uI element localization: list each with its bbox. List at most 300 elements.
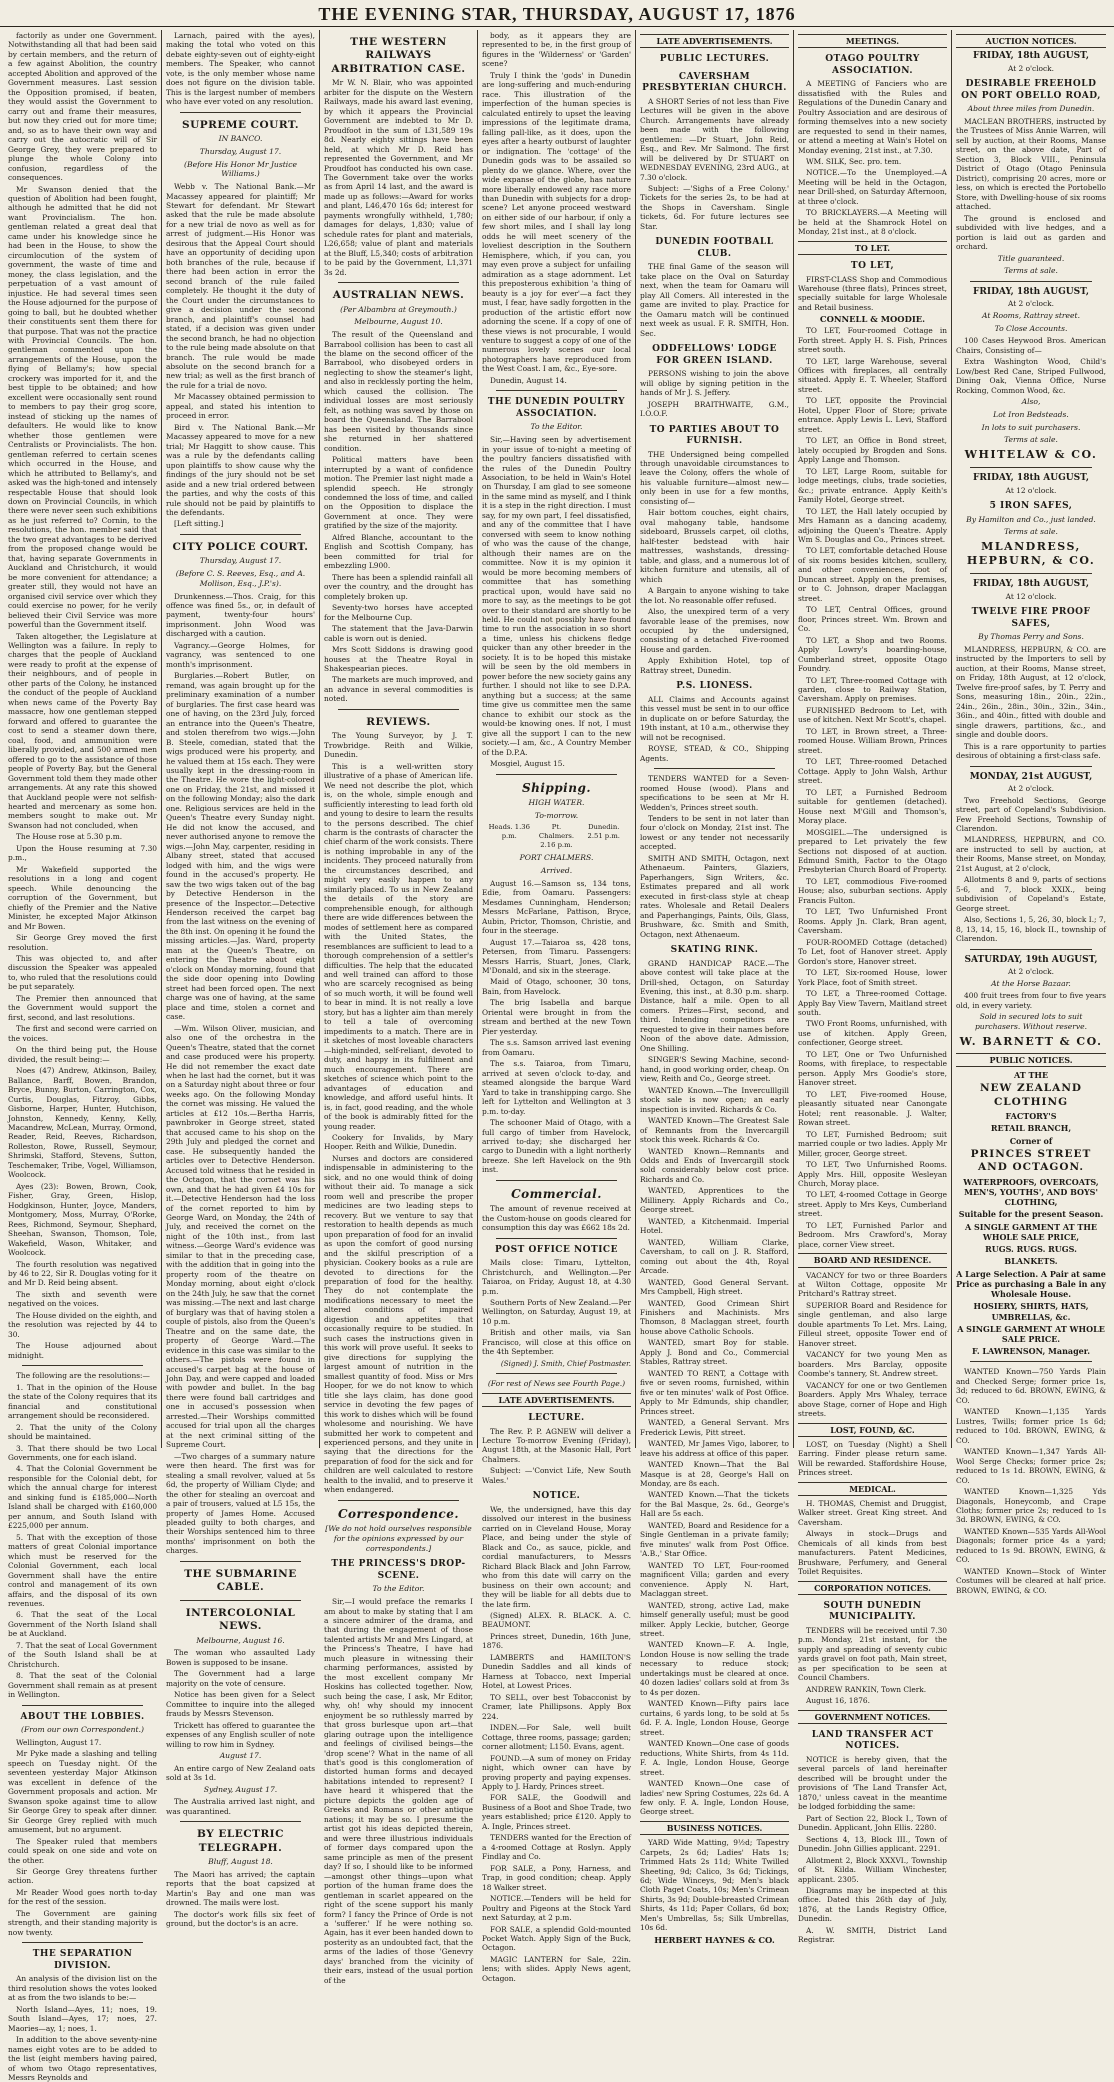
subheading: To the Editor. [530,422,583,432]
article-paragraph: TO LET, commodious Five-roomed House; also, suburban sections. Apply Francis Fulton. [798,876,947,905]
subheading: By Thomas Perry and Sons. [978,632,1084,642]
article-paragraph: The s.s. Taiaroa, from Timaru, arrived at seven o'clock to-day, and steamed alongside the barque Ward Yard to take in transhipping cargo. She left for Lyttelton and Wellington at 3 p.m. to-day. [482,1059,631,1116]
article-paragraph: TO LET, in Brown street, a Three-roomed House. William Brown, Princes street. [798,726,947,755]
article-paragraph: VACANCY for one or two Gentlemen Boarders. Apply Mrs Whaley, terrace above Stage, corner of Hope and High streets. [798,1380,947,1419]
article-paragraph: A Bargain to anyone wishing to take the lot. No reasonable offer refused. [640,586,789,605]
advertiser-name: CONNELL & MOODIE. [819,314,926,325]
advert-line: Corner of [1009,1135,1053,1146]
article-paragraph: Truly I think the 'gods' in Dunedin are long-suffering and much-enduring race. This illustration of the imperfection of the human species is calculated entirely to upset the leaving impressions of the legitimate drama, falling pall-like, as it does, upon the eyes after a hearty outburst of laughter or indignation. The 'cottage' of the Dunedin gods was to be assailed so plenty do we glance. Where, over the wide expanse of the globe, has nature more liberally endowed any race more than Dunedin with subjects for a drop-scene? Let anyone proceed westward on either side of our harbour, if only a few short miles, and I shall lay long odds he will meet scenery of the loveliest description in the Southern Hemisphere, which, if you can, you may even prove a subject for unfailing admiration as a stage adornment. Let this preposterous exhibition 'a thing of beauty is a joy for ever'—a fact they must, I fear, have sadly forgotten in the production of the artistic effort now adorning the scene. If a copy of one of these views is not procurable, I would venture to suggest a copy of one of the numerous lovely scenes our local photographers have reproduced from the West Coast. I am, &c., Eye-sore. [482,70,631,374]
article-paragraph: TO LET, an Office in Bond street, lately occupied by Brogden and Sons. Apply Lange and Thomson. [798,436,947,465]
column-rule [180,112,301,113]
article-paragraph: Wellington, August 17. [16,1737,102,1747]
subheading: (From our own Correspondent.) [21,1725,144,1735]
article-paragraph: In addition to the above seventy-nine names eight votes are to be added to the list (eight members having paired, of whom two Otago representatives, Messrs Reynolds and [8,2035,157,2082]
column-rule [970,573,1092,574]
article-paragraph: Taken altogether, the Legislature at Wellington was a failure. In reply to charges that the people of Auckland were ready to profit at the expense of their neighbours, and of people in other parts of the Colony, he instanced the conduct of the people of Auckland when news came of the Poverty Bay massacre, how one gentleman stepped forward and offered to guarantee the cost to send a steamer down there, coal, food, and ammunition were liberally provided, and 500 armed men offered to go to the assistance of those people of Poverty Bay, but the General Government told them they made other arrangements. At any rate this showed that Auckland people were not selfish-hearted and mercenary as some hon. members sought to make out. Mr Swanson had not concluded, when [8,631,157,830]
column-3 [320,30,478,1985]
masthead [0,0,1114,27]
article-paragraph: JOSEPH BRAITHWAITE, G.M., I.O.O.F. [640,399,789,419]
column-rule [338,709,459,710]
article-paragraph: FOR SALE, a Pony, Harness, and Trap, in good condition; cheap. Apply 18 Walker street. [482,1863,631,1892]
classified-category: LOST, FOUND, &C. [798,1423,947,1437]
article-paragraph: TO LET, Four-roomed Cottage in Forth street. Apply H. S. Fish, Princes street south. [798,326,947,355]
article-paragraph: MOSGIEL.—The undersigned is prepared to Let privately the few Sections not disposed of at auction. Edmund Smith, Factor to the Otago Presbyterian Church Board of Property. [798,827,947,875]
auction-time: At 12 o'clock. [1005,485,1057,495]
classified-category: BUSINESS NOTICES. [640,1821,789,1835]
article-paragraph: This was objected to, and after discussion the Speaker was appealed to, who ruled that the resolutions could be put separately. [8,954,157,992]
subheading: Terms at sale. [1004,266,1058,276]
article-paragraph: This is a rare opportunity to parties desirous of obtaining a first-class safe. [956,741,1106,761]
article-paragraph: TENDERS wanted for the Erection of a 4-roomed Cottage at Roslyn. Apply Findlay and Co. [482,1833,631,1862]
auction-time: At 12 o'clock. [1005,591,1057,601]
section-heading: POST OFFICE NOTICE [495,1244,618,1255]
article-paragraph: Maid of Otago, schooner, 30 tons, Bain, from Havelock. [482,977,631,996]
advert-line: Suitable for the present Season. [958,1209,1104,1220]
article-paragraph: Part of Section 22, Block I., Town of Dunedin. Applicant, John Ellis. 2280. [798,1813,947,1833]
article-paragraph: WANTED Known.—That the tickets for the Bal Masque, 2s. 6d., George's Hall are 5s each. [640,1490,789,1519]
article-paragraph: The Young Surveyor, by J. T. Trowbridge. Reith and Wilkie, Dunedin. [324,731,473,760]
article-paragraph: WANTED TO LET, Four-roomed magnificent Villa; garden and every convenience. Apply N. Hart, Maclaggan street. [640,1560,789,1599]
article-paragraph: The result of the Queensland and Barrabool collision has been to cast all the blame on the second officer of the Barrabool, who disobeyed orders in neglecting to show the steamer's light, and also in recklessly porting the helm, which caused the collision. The individual losses are most seriously felt, as nothing was saved by those on board the Queensland. The Barrabool has been visited by thousands since she returned in her shattered condition. [324,330,473,453]
advertiser-name: HERBERT HAYNES & CO. [654,1934,775,1945]
subheading: At the Horse Bazaar. [991,978,1071,988]
article-paragraph: The s.s. Samson arrived last evening from Oamaru. [482,1038,631,1057]
section-heading: Shipping. [521,780,592,795]
section-heading: P.S. LIONESS. [676,681,753,692]
article-paragraph: WANTED, strong, active Lad, make himself generally useful; must be good milker. Apply Leckie, butcher, George street. [640,1600,789,1638]
article-paragraph: 400 fruit trees from four to five years old, in every variety. [956,991,1106,1010]
article-paragraph: PERSONS wishing to join the above will oblige by signing petition in the hands of Mr J. S. Jeffery. [640,369,789,398]
subheading: (Before His Honor Mr Justice Williams.) [184,159,297,179]
subheading: (Per Albambra at Greymouth.) [340,304,457,314]
article-paragraph: TO LET, a Shop and two Rooms. Apply Lowry's boarding-house, Cumberland street, opposite Otago Foundry. [798,635,947,674]
article-paragraph: body, as it appears they are represented to be, in the first group of figures in the 'Wilderness' or 'Garden' scene? [482,31,631,69]
article-paragraph: The Government are gaining strength, and their standing majority is now twenty. [8,1908,157,1937]
subheading: To Close Accounts. [994,323,1068,333]
article-paragraph: 100 Cases Heywood Bros. American Chairs, Consisting of— [956,336,1106,355]
auction-date: FRIDAY, 18th AUGUST, [972,473,1089,484]
classified-category: CORPORATION NOTICES. [798,1581,947,1595]
article-paragraph: Tenders to be sent in not later than four o'clock on Monday, 21st inst. The lowest or any tender not necessarily accepted. [640,813,789,852]
article-paragraph: Vagrancy.—George Holmes, for vagrancy, was sentenced to one month's imprisonment. [166,640,315,669]
masthead-title: THE EVENING STAR, THURSDAY, AUGUST 17, 1876 [318,4,796,24]
article-paragraph: 1. That in the opinion of the House the state of the Colony requires that its financial and constitutional arrangement should be reconsidered. [8,1382,157,1421]
article-paragraph: H. THOMAS, Chemist and Druggist, Walker street. Great King street. And Caversham. [798,1498,947,1527]
article-paragraph: 7. That the seat of Local Government of the South Island shall be at Christchurch. [8,1640,157,1669]
high-water-table [486,823,627,849]
subheading: About three miles from Dunedin. [967,104,1095,114]
article-paragraph: WANTED, Board and Residence for a Single Gentleman in a private family; five minutes' walk from Post Office. 'A.B.,' Star Office. [640,1520,789,1559]
article-paragraph: An entire cargo of New Zealand oats sold at 3s 1d. [166,1763,315,1783]
article-paragraph: Also, the unexpired term of a very favorable lease of the premises, now occupied by the undersigned, consisting of a detached Five-roomed House and garden. [640,607,789,654]
article-paragraph: FIRST-CLASS Shop and Commodious Warehouse (three flats), Princes street, specially suitable for large Wholesale and Retail business. [798,274,947,312]
auction-time: At 2 o'clock. [1008,63,1054,73]
subheading: At Rooms, Rattray street. [981,310,1081,320]
article-paragraph: 5. That with the exception of those matters of great Colonial importance which must be reserved for the Colonial Government, each local Government shall have the entire control and management of its own affairs, and the disposal of its own revenues. [8,1532,157,1608]
column-rule [496,1238,617,1239]
subheading: Melbourne, August 16. [196,1635,285,1645]
column-rule [970,949,1092,950]
article-paragraph: WANTED Known—F. A. Ingle, London House is now selling the trade necessary to reduce stock; undertakings must be cleared at once. 40 dozen ladies' collars sold at from 3s to 4s per dozen. [640,1640,789,1697]
article-paragraph: WANTED, a General Servant. Mrs Frederick Lewis, Pitt street. [640,1418,789,1437]
article-paragraph: (Signed) ALEX. R. BLACK. A. C. BEAUMONT. [482,1611,631,1630]
article-paragraph: August 17.—Taiaroa ss, 428 tons, Petersen, from Timaru. Passengers: Messrs Harris, Stuart, Jones, Clark, M'Donald, and six in the steerage. [482,937,631,976]
article-paragraph: ALL Claims and Accounts against this vessel must be sent in to our office in duplicate on or before Saturday, the 19th instant, at 10 a.m., otherwise they will not be recognised. [640,694,789,742]
article-paragraph: Apply Exhibition Hotel, top of Rattray street, Dunedin. [640,656,789,675]
article-paragraph: The House divided on the eighth, and the resolution was rejected by 44 to 30. [8,1310,157,1339]
article-paragraph: TO LET, Furnished Bedroom; suit married couple or two ladies. Apply Mr Miller, grocer, George street. [798,1129,947,1158]
article-paragraph: British and other mails, via San Francisco, will close at this office on the 4th September. [482,1328,631,1357]
section-heading: REVIEWS. [366,715,431,728]
advert-line: A SINGLE GARMENT AT WHOLE SALE PRICE. [957,1323,1105,1344]
article-paragraph: MLANDRESS, HEPBURN, & CO. are instructed by the Importers to sell by auction, at their Rooms, Manse street, on Friday, 18th August, at 12 o'clock, Twelve fire-proof safes, by T. Perry and Sons, measuring 18in., 20in., 22in., 24in., 26in., 28in., 30in., 32in., 34in., 36in., and 40in., fitted with double and single drawers, partitions, &c., and single and double doors. [956,644,1106,740]
section-heading: CAVERSHAM PRESBYTERIAN CHURCH. [642,71,787,94]
article-paragraph: TO LET, Three-roomed Detached Cottage. Apply to John Walsh, Arthur street. [798,757,947,786]
article-paragraph: FURNISHED Bedroom to Let, with use of kitchen. Next Mr Scott's, chapel. [798,705,947,725]
article-paragraph: Dunedin, August 14. [490,375,567,385]
article-paragraph: Noes (47) Andrew, Atkinson, Bailey, Ballance, Barff, Bowen, Brandon, Bryce, Bunny, Burton, Carrington, Cox, Curtis, Douglas, Fitzroy, Gibbs, Gisborne, Harper, Hunter, Hutchison, Johnston, Kennedy, Kenny, Kelly, Macandrew, McLean, Murray, Ormond, Reader, Reid, Reeves, Richardson, Rolleston, Rowe, Russell, Seymour, Shrimski, Stafford, Stevens, Sutton, Teschemaker, Tribe, Vogel, Williamson, Woolcock. [8,1066,157,1180]
article-paragraph: WANTED, Mr James Vigo, laborer, to leave his address at office of this paper. [640,1439,789,1458]
article-paragraph: WM. SILK, Sec. pro. tem. [806,157,902,167]
column-rule [654,768,775,769]
auctioneer-name: WHITELAW & CO. [964,448,1098,462]
article-paragraph: WANTED, a Kitchenmaid. Imperial Hotel. [640,1216,789,1236]
article-paragraph: The Government had a large majority on the vote of censure. [166,1669,315,1688]
article-paragraph: A SHORT Series of not less than Five Lectures will be given in the above Church. Arrangements have already been made with the following gentlemen: —Dr Stuart, John Reid, Esq., and Rev. Mr Salmond. The first will be delivered by Dr STUART on WEDNESDAY EVENING, 23rd AUG., at 7.30 o'clock. [640,96,789,182]
advert-line: PRINCES STREET AND OCTAGON. [970,1147,1092,1174]
article-paragraph: Ayes (23): Bowen, Brown, Cook, Fisher, Gray, Green, Hislop, Hodgkinson, Hunter, Joyce, Manders, Montgomery, Moss, Murray, O'Rorke, Rees, Richmond, Seymour, Shephard, Sheehan, Swanson, Thomson, Tole, Wakefield, Wason, Whitaker, and Woolcock. [8,1181,157,1258]
article-paragraph: The Rev. P. P. AGNEW will deliver a Lecture To-morrow Evening (Friday), August 18th, at the Masonic Hall, Port Chalmers. [482,1426,631,1464]
article-paragraph: WANTED Known—The Greatest Sale of Remnants from the Invercargill stock this week. Richards & Co. [640,1116,789,1145]
subheading: By Hamilton and Co., just landed. [966,514,1096,524]
section-heading: ABOUT THE LOBBIES. [20,1711,145,1722]
article-paragraph: TO LET, opposite the Provincial Hotel, Upper Floor of Store; private entrance. Apply Lewis L. Levi, Stafford street. [798,396,947,434]
column-rule [496,390,617,391]
article-paragraph: WANTED Known—1,325 Yds Diagonals, Honeycomb, and Crape Cloths; former price 2s; reduced to 1s 3d. BROWN, EWING, & CO. [956,1487,1106,1525]
subheading: (For rest of News see Fourth Page.) [487,1379,626,1389]
article-paragraph: ANDREW RANKIN, Town Clerk. [806,1684,927,1694]
section-heading: LECTURE. [528,1413,585,1423]
subheading: To the Editor. [372,1584,425,1594]
article-paragraph: FOR SALE, a splendid Gold-mounted Pocket Watch. Apply Sign of the Buck, Octagon. [482,1924,631,1953]
advert-line: NEW ZEALAND CLOTHING [979,1082,1083,1108]
article-paragraph: THE final Game of the season will take place on the Oval on Saturday next, when the team for Oamaru will play All Comers. All interested in the game are invited to play. Practice for the Oamaru match will be continued next week as usual. F. R. SMITH, Hon. Sec. [640,262,789,338]
article-paragraph: WANTED Known—One case of ladies' new Spring Costumes, 22s 6d. A few only. F. A. Ingle, London House, George street. [640,1779,789,1817]
article-paragraph: SUPERIOR Board and Residence for single gentleman, and also large double apartments To Let. Mrs. Laing, Filleul street, opposite Tower end of Hanover street. [798,1300,947,1348]
advert-line: FACTORY'S [1005,1111,1057,1122]
clothing-factory-advert [956,1070,1106,1356]
article-paragraph: Southern Ports of New Zealand.—Per Wellington, on Saturday, August 19, at 10 p.m. [482,1298,631,1326]
article-paragraph: NOTICE.—To the Unemployed.—A Meeting will be held in the Octagon, near Drill-shed, on Saturday Afternoon, at three o'clock. [798,168,947,206]
article-paragraph: WANTED, William Clarke, Caversham, to call on J. R. Stafford, coming out about the 4th, Royal Arcade. [640,1237,789,1276]
article-paragraph: TO LET, large Warehouse, several Offices with fireplaces, all centrally situated. Apply E. T. Wheeler, Stafford street. [798,356,947,394]
section-heading: CITY POLICE COURT. [172,540,309,553]
article-paragraph: VACANCY for two young Men as boarders. Mrs Barclay, opposite Coombe's tannery, St. Andrew street. [798,1350,947,1379]
article-paragraph: TWO Front Rooms, unfurnished, with use of kitchen. Apply Green, confectioner, George street. [798,1019,947,1048]
article-paragraph: NOTICE.—Tenders will be held for Poultry and Pigeons at the Stock Yard next Saturday, at 2 p.m. [482,1894,631,1923]
article-paragraph: Trickett has offered to guarantee the expenses of any English sculler of note willing to row him in Sydney. [166,1720,315,1749]
article-paragraph: WANTED Known—Stock of Winter Costumes will be cleared at half price. BROWN, EWING, & CO. [956,1566,1106,1595]
article-paragraph: WANTED Known—750 Yards Plain and Checked Serge; former price 1s, 3d; reduced to 6d. BROWN, EWING, & CO. [956,1367,1106,1405]
subheading: Also, [1021,397,1041,407]
article-paragraph: TO LET, a Three-roomed Cottage. Apply Bay View Tavern, Maitland street south. [798,989,947,1018]
section-heading: TO LET, [850,261,895,271]
section-heading: THE SEPARATION DIVISION. [32,1949,133,1971]
advert-line: RUGS. RUGS. RUGS. [985,1244,1077,1255]
article-paragraph: WANTED TO RENT, a Cottage with five or seven rooms, furnished, within five or ten minutes' walk of Post Office. Apply to Mr Edmunds, ship chandler, Princes street. [640,1368,789,1416]
article-paragraph: Upon the House resuming at 7.30 p.m., [8,843,157,863]
classified-category: GOVERNMENT NOTICES. [798,1710,947,1724]
column-rule [180,1561,301,1562]
article-paragraph: The woman who assaulted Lady Bowen is supposed to be insane. [166,1648,315,1667]
article-paragraph: The ground is enclosed and subdivided with live hedges, and a portion is laid out as garden and orchard. [956,213,1106,252]
article-paragraph: Sections 4, 13, Block III., Town of Dunedin. John Gillies applicant. 2291. [798,1834,947,1854]
section-heading: OTAGO POULTRY ASSOCIATION. [825,54,920,76]
article-paragraph: LAMBERTS and HAMILTON'S Dunedin Saddles and all kinds of Harness at Tobacco, next Imperial Hotel, at Lowest Prices. [482,1652,631,1691]
article-paragraph: 4. That the Colonial Government be responsible for the Colonial debt, for which the annual charge for interest and sinking fund is £185,000—North Island shall be charged with £160,000 per annum, and South Island with £225,000 per annum. [8,1464,157,1531]
advert-line: RETAIL BRANCH, [990,1123,1072,1134]
section-heading: SUPREME COURT. [182,118,299,131]
article-paragraph: TO LET, Large Room, suitable for lodge meetings, clubs, trade societies, &c.; private entrance. Apply Keith's Family Hotel, George street. [798,466,947,505]
subheading: Terms at sale. [1004,527,1058,537]
article-paragraph: WANTED, Good General Servant. Mrs Campbell, High street. [640,1277,789,1297]
section-heading: AUSTRALIAN NEWS. [332,289,465,302]
high-water-cell: Dunedin. 2.51 p.m. [587,823,620,840]
high-water-cell: Pt. Chalmers. 2.16 p.m. [538,823,575,849]
advert-line: A SINGLE GARMENT AT THE WHOLE SALE PRICE, [965,1221,1097,1242]
article-paragraph: WANTED, smart Boy for stable. Apply J. Bond and Co., Commercial Stables, Rattray street. [640,1338,789,1367]
column-rule [338,282,459,283]
advert-line: AT THE [1013,1070,1049,1081]
article-paragraph: Mr Macassey obtained permission to appeal, and stated his intention to proceed in error. [166,392,315,421]
column-rule [22,1365,143,1366]
auctioneer-name: W. BARNETT & CO. [959,1034,1103,1048]
article-paragraph: factorily as under one Government. Notwithstanding all that had been said by certain members, and the return of a few against Abolition, the country accepted Abolition and approved of the Government measures. Last session the Opposition promised, if beaten, they would assist the Government to carry out and frame their measures, but now they cried out for more time; and, so as to have their own way and carry out the autocratic will of Sir George Grey, they were prepared to plunge the whole Colony into confusion, regardless of the consequences. [8,31,157,183]
section-heading: THE PRINCESS'S DROP-SCENE. [331,1559,466,1581]
column-rule [338,1500,459,1501]
subheading: To-morrow. [534,810,579,820]
advert-line: HOSIERY, SHIRTS, HATS, UMBRELLAS, &c. [973,1301,1089,1322]
column-area [4,30,1110,2082]
article-paragraph: FOUR-ROOMED Cottage (detached) To Let, foot of Hanover street. Apply Gordon's store, Hanover street. [798,937,947,966]
article-paragraph: The sixth and seventh were negatived on the voices. [8,1289,157,1309]
article-paragraph: The following are the resolutions:— [16,1371,150,1381]
article-paragraph: GRAND HANDICAP RACE.—The above contest will take place at the Drill-shed, Octagon, on Saturday Evening, this inst., at 8.30 p.m. sharp. Distance, half a mile. Open to all comers. Prizes—First, second, and third. Intending competitors are requested to give in their names before Noon of the above date. Admission, One Shilling. [640,958,789,1053]
section-heading: LAND TRANSFER ACT NOTICES. [811,1729,934,1752]
article-paragraph: The schooner Maid of Otago, with a full cargo of timber from Havelock, arrived to-day; she discharged her cargo to Dunedin with a light northerly breeze. She left Havelock on the 9th inst. [482,1118,631,1175]
article-paragraph: TO LET, a Furnished Bedroom suitable for gentlemen (detached). House next M'Gill and Thomson's, Moray place. [798,787,947,826]
column-6 [794,30,952,1945]
article-paragraph: TO LET, Two Unfurnished Rooms. Apply Mrs. Hill, opposite Wesleyan Church, Moray place. [798,1160,947,1188]
column-rule [180,1600,301,1601]
article-paragraph: The statement that the Java-Darwin cable is worn out is denied. [324,624,473,643]
subheading: August 17. [219,1751,262,1761]
article-paragraph: WANTED Known.—The Inverculllgill stock sale is now open; an early inspection is invited. Richards & Co. [640,1085,789,1114]
article-paragraph: August 16.—Samson ss, 134 tons, Edie, from Oamaru. Passengers: Mesdames Cunningham, Henderson; Messrs McFarlane, Pattison, Bryce, Aubin, Prictor, Thomson, Christie, and four in the steerage. [482,878,631,936]
article-paragraph: Mails close: Timaru, Lyttelton, Christchurch, and Wellington.—Per Taiaroa, on Friday, August 18, at 4.30 p.m. [482,1258,631,1296]
article-paragraph: LOST, on Tuesday (Night) a Shell Earring. Finder please return same. Will be rewarded. Staffordshire House, Princes street. [798,1439,947,1478]
article-paragraph: Nurses and doctors are considered indispensable in administering to the sick, and no one would think of doing without their aid. To manage a sick room well and prescribe the proper medicines are two leading steps to recovery. But we venture to say that restoration to health depends as much upon preparation of food for an invalid as upon the comfort of good nursing and the skilful prescription of a physician. Cookery books as a rule are devoted to directions for the preparation of food for the healthy. They do not contemplate the modifications necessary to meet the altered conditions of impaired digestion and appetites that occasionally require to be studied. In such cases the instructions given in this work will prove useful. It seeks to give directions for supplying the largest amount of nutrition in the smallest quantity of food. Miss or Mrs Hooper, for we do not know to which title she lays claim, has done good service in devoting the few pages of this work to dishes which will be found wholesome and nourishing. We have submitted her work to competent and experienced persons, and they unite in saying that the directions for the preparation of food for the sick and for children are well calculated to restore health to the invalid, and to preserve it when endangered. [324,1153,473,1495]
classified-category: TO LET. [798,241,947,255]
article-paragraph: FOR SALE, the Goodwill and Business of a Boot and Shoe Trade, two years established; price £120. Apply to A. Ingle, Princes street. [482,1793,632,1831]
subheading: IN BANCO. [218,134,263,144]
article-paragraph: TENDERS WANTED for a Seven-roomed House (wood). Plans and specifications to be seen at Mr H. Wedden's, Princes street south. [640,774,789,812]
classified-category: LATE ADVERTISEMENTS. [482,1393,631,1407]
article-paragraph: TO LET, Central Offices, ground floor, Princes street. Wm. Brown and Co. [798,605,947,634]
article-paragraph: Webb v. The National Bank.—Mr Macassey appeared for plaintiff; Mr Stewart for defendant. Mr Stewart asked that the rule be made absolute for a new trial de novo as well as for arrest of judgment.—His Honor was desirous that the Appeal Court should have an opportunity of deciding upon both branches of the rule, because if there had been action in error the second branch of the rule failed completely. He thought it the duty of the Court under the circumstances to give a decision under the second branch, and plaintiff's counsel had stated, if a decision was given under the second branch, he had no objection to the rule being made absolute on that branch. The rule would be made absolute on the second branch for a new trial; as well as the first branch of the rule for a trial de novo. [166,182,315,390]
article-paragraph: YARD Wide Matting, 9½d; Tapestry Carpets, 2s 6d; Ladies' Hats 1s; Trimmed Hats 2s 11d; White Twilled Sheeting, 9d; Calico, 3s 6d; Tickings, 6d; Wide Winceys, 9d; Men's black Cloth Paget Coats, 10s; Men's Crimean Shirts, 3s 9d; Double-breasted Crimean Shirts, 4s 11d; Paper Collars, 6d box; Men's Umbrellas, 5s; Silk Umbrellas, 10s 6d. [640,1838,789,1933]
section-heading: 5 IRON SAFES, [989,501,1073,512]
article-paragraph: Mr W. N. Blair, who was appointed arbiter for the dispute on the Western Railways, made his award last evening, by which it appears the Provincial Government are indebted to Mr D. Proudfoot in the sum of L31,589 19s 8d. Nearly eighty sittings have been held, at which Mr D. Reid has represented the Government, and Mr Proudfoot has conducted his own case. The Government take over the works as from April 14 last, and the award is made up as follows:—Award for works and plant, L46,470 16s 6d; interest for payments wrongfully withheld, 1,780; damages for delays, 1,830; value of schedule rates for plant and materials, L26,658; value of plant and materials at the Bluff, L5,340; costs of arbitration to be paid by the Government, L1,371 3s 2d. [324,78,473,277]
article-paragraph: The Australia arrived last night, and was quarantined. [166,1797,315,1816]
article-paragraph: Sir George Grey threatens further action. [8,1867,157,1886]
advert-line: BLANKETS. [1004,1256,1058,1267]
classified-category: BOARD AND RESIDENCE. [798,1253,947,1267]
article-paragraph: [Left sitting.] [174,519,224,529]
article-paragraph: Hair bottom couches, eight chairs, oval mahogany table, handsome sideboard, Brussels carpet, oil cloths, half-tester bedstead with hair mattresses, washstands, dressing-table, and glass, and a numerous lot of kitchen furniture and utensils, all of which [640,508,789,584]
article-paragraph: TO LET, Three-roomed Cottage with garden, close to Railway Station, Caversham. Apply on premises. [798,675,947,704]
article-paragraph: TENDERS will be received until 7.30 p.m. Monday, 21st instant, for the supply and spreading of seventy cubic yards gravel on foot path, Main street, as per specification to be seen at Council Chambers. [798,1625,947,1683]
section-heading: Commercial. [511,1186,602,1201]
article-paragraph: 2. That the unity of the Colony should be maintained. [8,1422,157,1442]
article-paragraph: Sir George Grey moved the first resolution. [8,933,157,952]
column-rule [496,1373,617,1374]
article-paragraph: WANTED Known—That the Bal Masque is at 28, George's Hall on Monday, are 8s each. [640,1460,789,1488]
section-heading: THE WESTERN RAILWAYS ARBITRATION CASE. [331,36,466,75]
subheading: Sydney, August 17. [203,1784,278,1794]
auction-date: SATURDAY, 19th AUGUST, [964,954,1098,965]
article-paragraph: Allotments 8 and 9, parts of sections 5-6, and 7, block XXIX., being subdivision of Copeland's Estate, George street. [956,875,1106,913]
subheading: Bluff, August 18. [208,1857,273,1867]
subheading: Thursday, August 17. [199,556,282,566]
subheading: Lot Iron Bedsteads. [993,409,1069,419]
column-rule [496,774,617,775]
section-heading: Correspondence. [337,1506,460,1521]
article-paragraph: Bird v. The National Bank.—Mr Macassey appeared to move for a new trial; Mr Haggitt to show cause. This was a rule by the defendants calling upon plaintiffs to show cause why the findings of the jury should not be set aside and a new trial ordered between the parties, and why the costs of this rule should not be paid by plaintiffs to the defendants. [166,422,315,517]
subheading: (Before C. S. Reeves, Esq., and A. Mollison, Esq., J.P.'s). [175,569,306,588]
article-paragraph: —Two charges of a summary nature were then heard. The first was for stealing a small revolver, valued at 5s 6d, the property of William Clyde; and the other for stealing an overcoat and a pair of trousers, valued at L5 15s, the property of James Home. Accused pleaded guilty to both charges, and their Worships sentenced him to three months' imprisonment on both the charges. [166,1451,315,1556]
article-paragraph: Mrs Scott Siddons is drawing good houses at the Theatre Royal in Shakespearian pieces. [324,645,473,673]
signature-line: (Signed) J. Smith, Chief Postmaster. [500,1358,631,1368]
advert-line: WATERPROOFS, OVERCOATS, MEN'S, YOUTHS', AND BOYS' CLOTHING, [963,1176,1099,1208]
article-paragraph: WANTED Known—Remnants and Odds and Ends of Invercargill stock sold considerably below cost price. Richards and Co. [640,1146,789,1184]
article-paragraph: Sir,—Having seen by advertisement in your issue of to-night a meeting of the poultry fanciers dissatisfied with the rules of the Dunedin Poultry Association, to be held in Wain's Hotel on Thursday, I am glad to see someone in the same mind as myself, and I think it is a step in the right direction. I must say, for my own part, I feel dissatisfied, and any of the committee that I have conversed with seem to know nothing of who was the cause of the change, although their names are on the committee. Now it is my opinion it would be more becoming members of committee that has something practical upon, would have said no more to say, as the meetings to be got over to their standard are shortly to be held. He could not possibly have found time to run the association in so short a time, unless his chickens fledge quicker than any other breeder in the society. It is to be hoped this mistake will be seen by the old members in power before the new society gains any further. I should not like to see D.P.A. anything but a success; at the same time give us committee men the same chance to exhibit our stock as the would-be knowing ones. If not, I must give all the support I can to the new society.—I am, &c., A Country Member of the D.P.A. [482,435,631,757]
article-paragraph: MACLEAN BROTHERS, instructed by the Trustees of Miss Annie Warren, will sell by auction, at their Rooms, Manse street, on the above date, Part of Section 3, Block VIII., Peninsula District of Otago (Otago Peninsula District), comprising 20 acres, more or less, on which is erected the Portobello Store, with Dwelling-house of six rooms attached. [956,116,1106,212]
article-paragraph: Burglaries.—Robert Butler, on remand, was again brought up for the preliminary examination of a number of burglaries. The first case heard was one of having, on the 23rd July, forced an entrance into the Queen's Theatre, and stolen therefrom two wigs.—John B. Steele, comedian, stated that the wigs produced were his property, and he valued them at 15s each. They were usually kept in the dressing-room in the Theatre. He wore the light-colored one on Friday, the 21st, and missed it on the following Monday; also the dark one. Religious services are held in the Queen's Theatre every Sunday night. He did not know the accused, and never authorised anyone to remove the wigs.—John May, carpenter, residing in Albany street, stated that accused lodged with him, and the wigs were found in the accused's property. He saw the two wigs taken out of the bag by Detective Henderson in the presence of the Inspector.—Detective Henderson received the carpet bag from the last witness on the evening of the 8th inst. On opening it he found the missing articles.—Jas. Ward, property man at the Queen's Theatre, on entering the Theatre about eight o'clock on Monday morning, found that the side door opening into Dowling street had been forced open. The next charge was one of having, at the same place and time, stolen a cornet and case. [166,671,315,1022]
article-paragraph: The amount of revenue received at the Custom-house on goods cleared for consumption this day was £662 18s 2d. [482,1204,631,1233]
article-paragraph: Mr Swanson denied that the question of Abolition had been fought, although he admitted that he did not want Provincialism. The hon. gentleman related a great deal that came under his knowledge since he had been in the House, to show the circumlocution of the system of government, the waste of time and money, the class legislation, and the perpetuation of a vast amount of injustice. He had several times seen the House adjourned for the purpose of going to ball, but he doubted whether their constituents sent them there for that purpose. That was not the practice with Provincial Councils. The hon. gentleman commented upon the arrangements of the House, upon the flying of Bellamy's; how special crockery was imported for it, and the best tipple to be obtained; and how excellent were occasionally sent round to members to pay their grog score, instead of sticking up the names of defaulters. He would like to know whether those gentlemen were Centralists or Provincialists. The hon. gentleman referred to certain scenes which occurred in the House, and which he attributed to Bellamy's, and asked was the high-toned and intensely respectable House that should look down on Provincial Councils, in which there were never seen such exhibitions as he just referred to? Cornin, to the resolutions, the hon. member said that the two great advantages to be derived from the proposed change would be that, having separate Governments in Auckland and Christchurch, it would be more convenient for attendance; a greater still, they would not have an organised civil service over which they could exercise no power, for he verily believed their Civil Service was more powerful than the Government itself. [8,184,157,630]
article-paragraph: TO LET, Six-roomed House, lower York Place, foot of Smith street. [798,968,947,987]
article-paragraph: —Wm. Wilson Oliver, musician, and also one of the orchestra in the Queen's Theatre, stated that the cornet and case produced were his property. He did not remember the exact date when he last had the cornet, but it was on a Saturday night about three or four weeks ago. On the following Monday the cornet was missing. He valued the articles at £12 10s.—Bertha Harris, pawnbroker in George street, stated that accused came to his shop on the 29th July and pledged the cornet and case. He subsequently handed the articles over to Detective Henderson. Accused told witness that he resided in the Octagon, that the cornet was his own, and that he had given £4 10s for it.—Detective Henderson had the loss of the cornet reported to him by George Ward, on Monday, the 24th of July, and received the cornet on the night of the 10th inst., from last witness.—George Ward's evidence was similar to that in the preceding case, with the addition that in going into the property room of the theatre on Monday morning, about eight o'clock on the 24th July, he saw that the cornet was missing.—The next and last charge of burglary was that of having stolen a couple of pistols, also from the Queen's Theatre and on the same date, the property of George Ward.—The evidence in this case was similar to the others.—The pistols were found in accused's carpet bag at the house of John Day, and were capped and loaded with powder and bullet. In the bag there were found ball cartridges and one in accused's possession when arrested.—Their Worships committed accused for trial upon all the charges at the next criminal sitting of the Supreme Court. [166,1023,315,1450]
section-heading: DESIRABLE FREEHOLD ON PORT OBELLO ROAD, [961,79,1101,101]
article-paragraph: Allotment 2, Block XXXVI., Township of St. Kilda. William Winchester, applicant. 2305. [798,1855,947,1884]
auction-date: MONDAY, 21st AUGUST, [969,771,1093,782]
section-heading: SOUTH DUNEDIN MUNICIPALITY. [823,1600,922,1623]
article-paragraph: The first and second were carried on the voices. [8,1024,157,1043]
subheading: Terms at sale. [1004,435,1058,445]
column-rule [22,1942,143,1943]
classified-category: LATE ADVERTISEMENTS. [640,34,789,48]
article-paragraph: 6. That the seat of the Local Government of the North Island shall be at Auckland. [8,1610,157,1639]
column-rule [970,1361,1092,1362]
section-heading: INTERCOLONIAL NEWS. [185,1606,296,1633]
article-paragraph: WANTED Known—1,347 Yards All-Wool Serge Checks; former price 2s; reduced to 1s 1d. BROWN, EWING, & CO. [956,1447,1106,1485]
article-paragraph: INDEN.—For Sale, well built Cottage, three rooms, passage; garden; corner allotment; L150. Evans, agent. [482,1723,631,1752]
section-heading: TWELVE FIRE PROOF SAFES, [971,607,1091,629]
article-paragraph: August 16, 1876. [806,1696,870,1706]
section-heading: NOTICE. [532,1491,581,1502]
article-paragraph: Alfred Blanche, accountant to the English and Scottish Company, has been committed for trial for embezzling L900. [324,532,473,571]
subheading: [We do not hold ourselves responsible for the opinions expressed by our correspondents.] [325,1524,472,1553]
article-paragraph: Political matters have been interrupted by a want of confidence motion. The Premier last night made a splendid speech. He strongly condemned the loss of time, and called on the Opposition to displace the Government at once. They were gratified by the size of the majority. [324,455,473,531]
article-paragraph: TO LET, Furnished Parlor and Bedroom. Mrs Crawford's, Moray place, corner View street. [798,1220,947,1249]
classified-category: MEETINGS. [798,34,947,48]
article-paragraph: Notice has been given for a Select Committee to inquire into the alleged frauds by Messrs Stevenson. [166,1690,315,1719]
article-paragraph: The fourth resolution was negatived by 46 to 22, Sir R. Douglas voting for it and Mr D. Reid being absent. [8,1259,157,1288]
column-rule [970,281,1092,282]
article-paragraph: There has been a splendid rainfall all over the country, and the drought has completely broken up. [324,572,473,601]
classified-category: PUBLIC NOTICES. [956,1053,1106,1067]
article-paragraph: Two Freehold Sections, George street, part of Copeland's Subdivision. Few Freehold Sections, Township of Clarendon. [956,795,1106,833]
article-paragraph: TO LET, 4-roomed Cottage in George street. Apply to Mrs Keys, Cumberland street. [798,1190,947,1219]
advert-line: F. LAWRENSON, Manager. [971,1346,1091,1357]
article-paragraph: The House rose at 5.30 p.m. [16,832,123,842]
article-paragraph: WANTED, Apprentices to the Millinery. Apply Richards and Co., George street. [640,1186,789,1215]
article-paragraph: SMITH AND SMITH, Octagon, next Athenaeum. Painters, Glaziers, Paperhangers, Sign Writers, &c. Estimates prepared and all work executed in first-class style at cheap rates. Wholesale and Retail Dealers and Paperhangings, Paints, Oils, Glass, Brushware, &c. Smith and Smith, Octagon, next Athenaeum. [640,853,789,939]
auction-date: FRIDAY, 18th AUGUST, [972,579,1089,590]
subheading: In lots to suit purchasers. [981,422,1081,432]
article-paragraph: Mr Wakefield supported the resolutions in a long and cogent speech. While denouncing the corruption of the Government, but chiefly of the Premier and the Native Minister, he excepted Major Atkinson and Mr Bowen. [8,864,157,931]
article-paragraph: WANTED Known—535 Yards All-Wool Diagonals; former price 4s a yard; reduced to 1s 9d. BROWN, EWING, & CO. [956,1526,1106,1565]
article-paragraph: WANTED Known—One case of goods reductions, White Shirts, from 4s 11d. F. A. Ingle, London House, George street. [640,1739,789,1777]
subheading: Melbourne, August 10. [354,317,443,327]
column-rule [22,1705,143,1706]
advert-line: A Large Selection. A Pair at same Price as purchasing a Bale in any Wholesale House. [956,1268,1106,1300]
article-paragraph: 3. That there should be two Local Governments, one for each island. [8,1443,157,1462]
article-paragraph: This is a well-written story illustrative of a phase of American life. We need not describe the plot, which is, on the whole, simple enough and sufficiently interesting to lead forth old and young to desire to learn the results to the persons described. The chief charm is the contrasts of character the chief charm of the work consists. There is nothing improbable in any of the incidents. They proceed naturally from the circumstances described, and might very easily happen to any similarly placed. To us in New Zealand the details of the story are comprehensible enough, for although there are wide differences between the modes of settlement here as compared with the United States, the resemblances are sufficient to lead to a thorough comprehension of a settler's difficulties. The help that the educated and well trained can afford to those who are scarcely recognised as being of so much worth, it will be found well to bear in mind. It is not really a love story, but has a lighter aim than merely to tell a tale of overcoming impediments to a match. There are in it sketches of most loveable characters—high-minded, self-reliant, devoted to duty, and happy in its fulfilment and much encouragement. There are sketches of science which point to the advantages of education and knowledge, and afford useful hints. It is, in fact, good reading, and the whole of the book is admirably fitted for the young reader. [324,761,473,1131]
classified-category: AUCTION NOTICES. [956,34,1106,48]
article-paragraph: WANTED Known—Fifty pairs lace curtains, 6 yards long, to be sold at 5s 6d. F. A. Ingle, London House, George street. [640,1699,789,1737]
article-paragraph: Princes street, Dunedin, 16th June, 1876. [482,1631,631,1651]
article-paragraph: SINGER'S Sewing Machine, second-hand, in good working order, cheap. On view, Reith and Co., George street. [640,1055,789,1084]
article-paragraph: Also, Sections 1, 5, 26, 30, block I.; 7, 8, 13, 14, 15, 16, block II., township of Clarendon. [956,915,1106,944]
article-paragraph: The markets are much improved, and an advance in several commodities is noted. [324,675,473,704]
section-heading: PUBLIC LECTURES. [659,54,770,65]
column-rule [970,766,1092,767]
article-paragraph: WANTED Known—1,135 Yards Lustres, Twills; former price 1s 6d; reduced to 10d. BROWN, EWING, & CO. [956,1407,1106,1445]
section-heading: TO PARTIES ABOUT TO FURNISH. [649,424,780,447]
article-paragraph: Diagrams may be inspected at this office. Dated this 26th day of July, 1876, at the Lands Registry Office, Dunedin. [798,1886,947,1924]
article-paragraph: Always in stock—Drugs and Chemicals of all kinds from best manufacturers. Patent Medicines, Brushware, Perfumery, and General Toilet Requisites. [798,1529,947,1577]
column-rule [970,467,1092,468]
article-paragraph: WANTED, Good Crimean Shirt Finishers and Machinists. Mrs Thomson, 8 Maclaggan street, fourth house above Catholic Schools. [640,1298,789,1336]
article-paragraph: VACANCY for two or three Boarders at Wilton Cottage, opposite Mr Pritchard's Rattray street. [798,1270,947,1299]
column-rule [180,1821,301,1822]
column-2 [162,30,320,1929]
article-paragraph: The Premier then announced that the Government would support the first, second, and last resolutions. [8,993,157,1022]
article-paragraph: TO LET, Five-roomed House, pleasantly situated near Canongate Hotel; rent reasonable. J. Walter, Rowan street. [798,1089,947,1128]
article-paragraph: Seventy-two horses have accepted for the Melbourne Cup. [324,603,473,622]
article-paragraph: The House adjourned about midnight. [8,1341,157,1360]
column-7 [952,30,1110,1595]
article-paragraph: Mr Pyke made a slashing and telling speech on Tuesday night. Of the seventeen yesterday Major Atkinson was excellent in defence of the Government proposals and action. Mr Swanson spoke against time to allow Sir George Grey to speak after dinner. Sir George Grey replied with much amusement, but no argument. [8,1749,157,1835]
column-4 [478,30,636,1983]
article-paragraph: THE Undersigned being compelled through unavoidable circumstances to leave the Colony, offers the whole of his valuable furniture—almost new—only been in use for a few months, consisting of— [640,449,789,506]
section-heading: DUNEDIN FOOTBALL CLUB. [655,237,774,259]
article-paragraph: MAGIC LANTERN for Sale, 22in. lens; with slides. Apply News agent, Octagon. [482,1954,631,1983]
article-paragraph: North Island—Ayes, 11; noes, 19. South Island—Ayes, 17; noes, 27. Maories—ay, 1; noes, 1. [8,2004,157,2033]
article-paragraph: Mr Reader Wood goes north to-day for the rest of the session. [8,1887,157,1907]
